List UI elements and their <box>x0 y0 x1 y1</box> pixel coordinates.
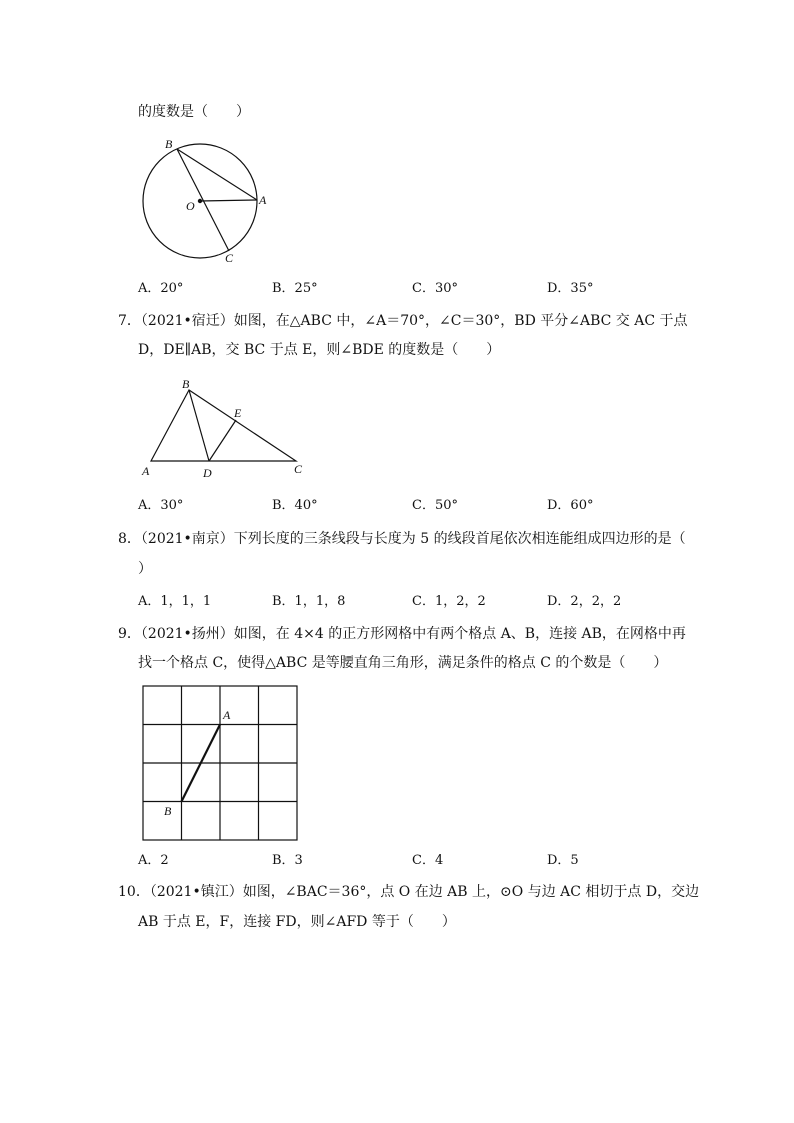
label-b: B <box>182 377 190 391</box>
label-e: E <box>234 406 242 420</box>
q8-option-a: A．1，1，1 <box>138 594 212 609</box>
label-b: B <box>165 137 173 151</box>
q6-option-d: D．35° <box>547 281 594 296</box>
q8-option-b: B．1，1，8 <box>272 594 346 609</box>
q9-option-a: A．2 <box>138 853 169 868</box>
q8-line-1: 8．（2021•南京）下列长度的三条线段与长度为 5 的线段首尾依次相连能组成四边形的是（ <box>118 531 686 547</box>
q6-circle-figure <box>138 134 273 264</box>
q6-option-c: C．30° <box>412 281 458 296</box>
q9-option-c: C．4 <box>412 853 444 868</box>
q6-option-b: B．25° <box>272 281 318 296</box>
label-b: B <box>164 804 172 818</box>
q7-option-c: C．50° <box>412 498 458 513</box>
segment-oa <box>200 200 257 201</box>
q9-grid-figure <box>138 680 303 845</box>
q7-option-a: A．30° <box>138 498 184 513</box>
label-a: A <box>142 464 150 478</box>
q7-line-1: 7．（2021•宿迁）如图，在△ABC 中，∠A＝70°，∠C＝30°，BD 平分∠ABC 交 AC 于点 <box>118 313 688 329</box>
q10-line-1: 10．（2021•镇江）如图，∠BAC＝36°，点 O 在边 AB 上，⊙O 与边 AC 相切于点 D，交边 <box>118 884 700 900</box>
q10-line-2: AB 于点 E，F，连接 FD，则∠AFD 等于（ ） <box>138 914 456 930</box>
label-a: A <box>223 708 231 722</box>
q9-line-1: 9．（2021•扬州）如图，在 4×4 的正方形网格中有两个格点 A、B，连接 AB，在网格中再 <box>118 626 686 642</box>
q6-stem-tail: 的度数是（ ） <box>138 104 250 120</box>
q8-line-2: ） <box>138 561 152 577</box>
triangle-abc <box>151 390 296 461</box>
q8-option-c: C．1，2，2 <box>412 594 486 609</box>
label-d: D <box>203 466 212 480</box>
q7-line-2: D，DE∥AB，交 BC 于点 E，则∠BDE 的度数是（ ） <box>138 342 501 358</box>
q9-line-2: 找一个格点 C，使得△ABC 是等腰直角三角形，满足条件的格点 C 的个数是（ ） <box>138 655 668 671</box>
segment-ba <box>177 149 257 200</box>
q7-triangle-figure <box>138 375 313 485</box>
label-o: O <box>186 199 195 213</box>
q7-option-d: D．60° <box>547 498 594 513</box>
segment-de <box>209 420 236 461</box>
label-c: C <box>294 462 303 476</box>
center-point-o <box>198 199 202 203</box>
segment-bc <box>177 149 229 251</box>
q7-option-b: B．40° <box>272 498 318 513</box>
label-c: C <box>225 251 234 264</box>
q6-option-a: A．20° <box>138 281 184 296</box>
q9-option-b: B．3 <box>272 853 303 868</box>
q8-option-d: D．2，2，2 <box>547 594 622 609</box>
label-a: A <box>259 193 267 207</box>
q9-option-d: D．5 <box>547 853 579 868</box>
